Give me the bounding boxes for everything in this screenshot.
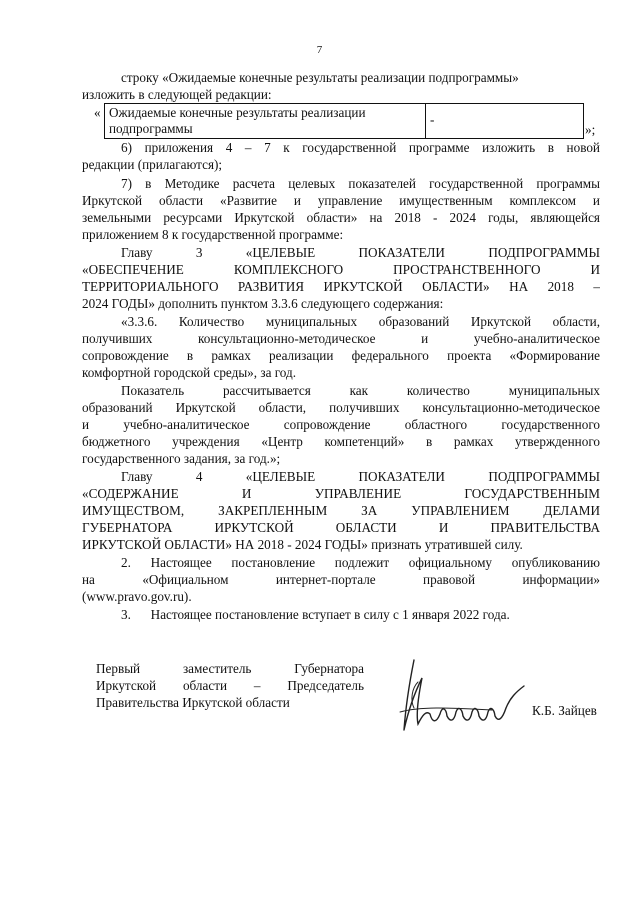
item6-line-1: 6) приложения 4 – 7 к государственной программе изложить в новой: [121, 140, 600, 155]
point336-line-3: сопровождение в рамках реализации федерального проекта «Формирование: [82, 348, 600, 363]
chapter4-line-1: Главу 4 «ЦЕЛЕВЫЕ ПОКАЗАТЕЛИ ПОДПРОГРАММЫ: [121, 469, 600, 484]
table-cell-name-line-2: подпрограммы: [109, 121, 193, 136]
signatory-position-line-1: Первый заместитель Губернатора: [96, 661, 364, 676]
item2-line-2: на «Официальном интернет-портале правовой информации»: [82, 572, 600, 587]
item2-line-3: (www.pravo.gov.ru).: [82, 589, 192, 604]
item7-line-1: 7) в Методике расчета целевых показателей государственной программы: [121, 176, 600, 191]
item7-line-4: приложением 8 к государственной программе:: [82, 227, 344, 242]
table-cell-name: [105, 104, 426, 139]
indicator-line-2: образований Иркутской области, получивших консультационно-методическое: [82, 400, 600, 415]
signatory-position-line-3: Правительства Иркутской области: [96, 695, 290, 710]
point336-line-2: получивших консультационно-методическое и учебно-аналитическое: [82, 331, 600, 346]
table-open-quote: «: [94, 105, 101, 120]
handwritten-signature: [392, 652, 532, 742]
indicator-line-4: бюджетного учреждения «Центр компетенций» в рамках утвержденного: [82, 434, 600, 449]
indicator-line-3: и учебно-аналитическое сопровождение областного государственного: [82, 417, 600, 432]
edition-table: [104, 103, 584, 139]
signatory-position-line-2: Иркутской области – Председатель: [96, 678, 364, 693]
item3-line-1: 3. Настоящее постановление вступает в силу с 1 января 2022 года.: [121, 607, 510, 622]
indicator-line-1: Показатель рассчитывается как количество муниципальных: [121, 383, 600, 398]
table-cell-name-line-1: Ожидаемые конечные результаты реализации: [109, 105, 366, 120]
chapter4-line-2: «СОДЕРЖАНИЕ И УПРАВЛЕНИЕ ГОСУДАРСТВЕННЫМ: [82, 486, 600, 501]
table-row: [105, 104, 584, 139]
intro-line-1: строку «Ожидаемые конечные результаты реализации подпрограммы»: [121, 70, 519, 85]
chapter3-line-1: Главу 3 «ЦЕЛЕВЫЕ ПОКАЗАТЕЛИ ПОДПРОГРАММЫ: [121, 245, 600, 260]
chapter4-line-4: ГУБЕРНАТОРА ИРКУТСКОЙ ОБЛАСТИ И ПРАВИТЕЛЬСТВА: [82, 520, 600, 535]
chapter4-line-5: ИРКУТСКОЙ ОБЛАСТИ» НА 2018 - 2024 ГОДЫ» признать утратившей силу.: [82, 537, 523, 552]
item6-line-2: редакции (прилагаются);: [82, 157, 223, 172]
table-cell-value: -: [426, 104, 584, 139]
point336-line-1: «3.3.6. Количество муниципальных образований Иркутской области,: [121, 314, 600, 329]
intro-line-2: изложить в следующей редакции:: [82, 87, 272, 102]
chapter3-line-3: ТЕРРИТОРИАЛЬНОГО РАЗВИТИЯ ИРКУТСКОЙ ОБЛАСТИ» НА 2018 –: [82, 279, 600, 294]
signatory-name: К.Б. Зайцев: [532, 703, 597, 718]
item7-line-3: земельными ресурсами Иркутской области» на 2018 - 2024 годы, являющейся: [82, 210, 600, 225]
chapter3-line-2: «ОБЕСПЕЧЕНИЕ КОМПЛЕКСНОГО ПРОСТРАНСТВЕННОГО И: [82, 262, 600, 277]
indicator-line-5: государственного задания, за год.»;: [82, 451, 281, 466]
page-number: 7: [316, 44, 323, 56]
item2-line-1: 2. Настоящее постановление подлежит официальному опубликованию: [121, 555, 600, 570]
chapter4-line-3: ИМУЩЕСТВОМ, ЗАКРЕПЛЕННЫМ ЗА УПРАВЛЕНИЕМ ДЕЛАМИ: [82, 503, 600, 518]
item7-line-2: Иркутской области «Развитие и управление имущественным комплексом и: [82, 193, 600, 208]
point336-line-4: комфортной городской среды», за год.: [82, 365, 297, 380]
chapter3-line-4: 2024 ГОДЫ» дополнить пунктом 3.3.6 следующего содержания:: [82, 296, 444, 311]
table-close-quote: »;: [585, 122, 596, 137]
signatory-position: [96, 660, 364, 711]
